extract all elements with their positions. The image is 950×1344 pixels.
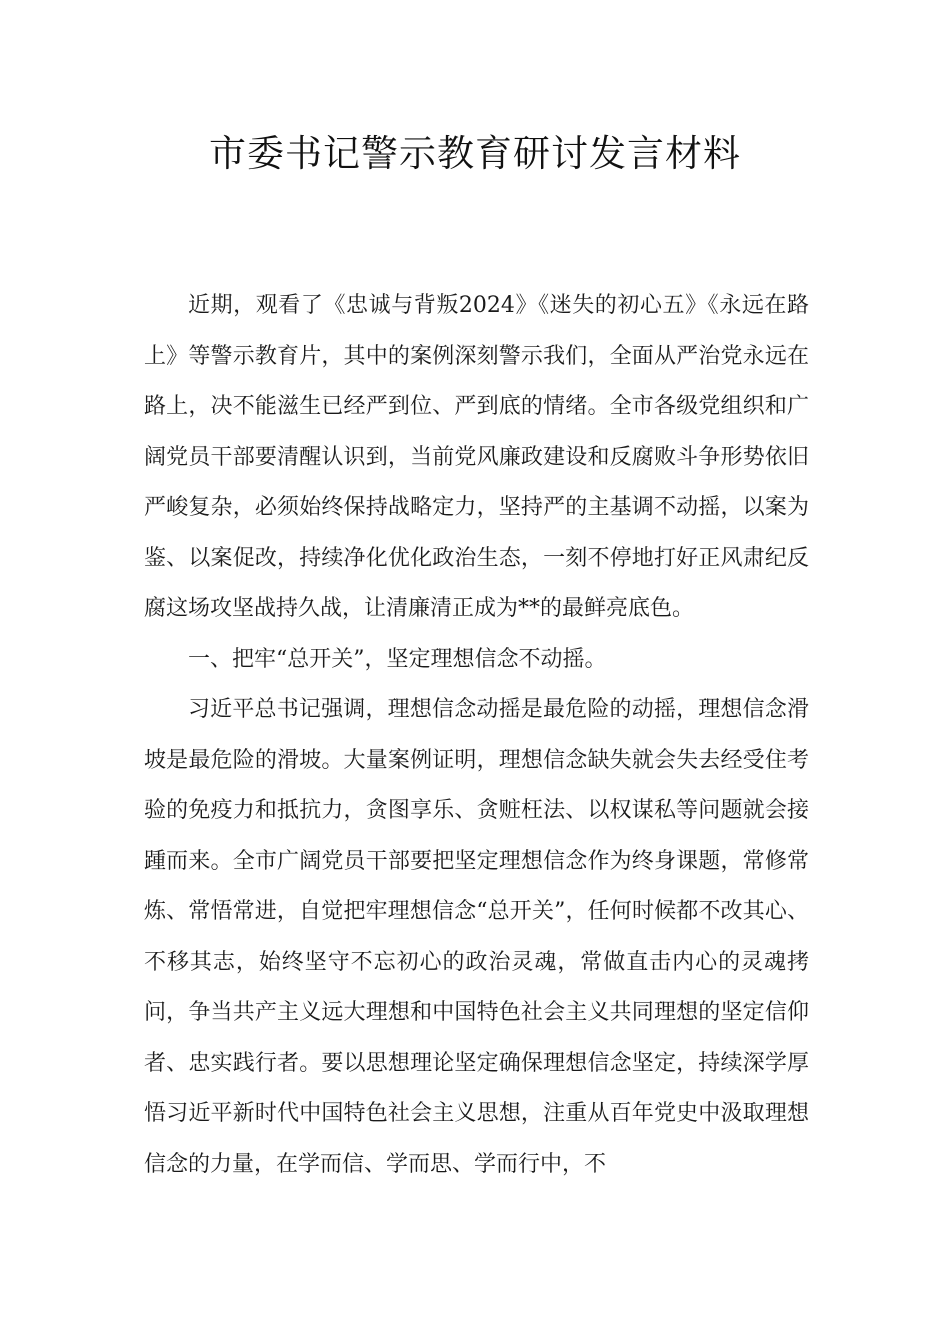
document-title: 市委书记警示教育研讨发言材料 [209, 132, 741, 175]
paragraph-section-1: 习近平总书记强调，理想信念动摇是最危险的动摇，理想信念滑坡是最危险的滑坡。大量案例证明，理想信念缺失就会失去经受住考验的免疫力和抵抗力，贪图享乐、贪赃枉法、以权谋私等问题就会接踵而来。全市广阔党员干部要把坚定理想信念作为终身课题，常修常炼、常悟常进，自觉把牢理想信念“总开关”，任何时候都不改其心、不移其志，始终坚守不忘初心的政治灵魂，常做直击内心的灵魂拷问，争当共产主义远大理想和中国特色社会主义共同理想的坚定信仰者、忠实践行者。要以思想理论坚定确保理想信念坚定，持续深学厚悟习近平新时代中国特色社会主义思想，注重从百年党史中汲取理想信念的力量，在学而信、学而思、学而行中，不 [144, 697, 809, 1177]
section-heading-1: 一、把牢“总开关”，坚定理想信念不动摇。 [188, 646, 607, 672]
paragraph-intro: 近期，观看了《忠诚与背叛2024》《迷失的初心五》《永远在路上》等警示教育片，其中的案例深刻警示我们，全面从严治党永远在路上，决不能滋生已经严到位、严到底的情绪。全市各级党组织和广阔党员干部要清醒认识到，当前党风廉政建设和反腐败斗争形势依旧严峻复杂，必须始终保持战略定力，坚持严的主基调不动摇，以案为鉴、以案促改，持续净化优化政治生态，一刻不停地打好正风肃纪反腐这场攻坚战持久战，让清廉清正成为**的最鲜亮底色。 [144, 293, 809, 621]
document-body [144, 281, 809, 1190]
